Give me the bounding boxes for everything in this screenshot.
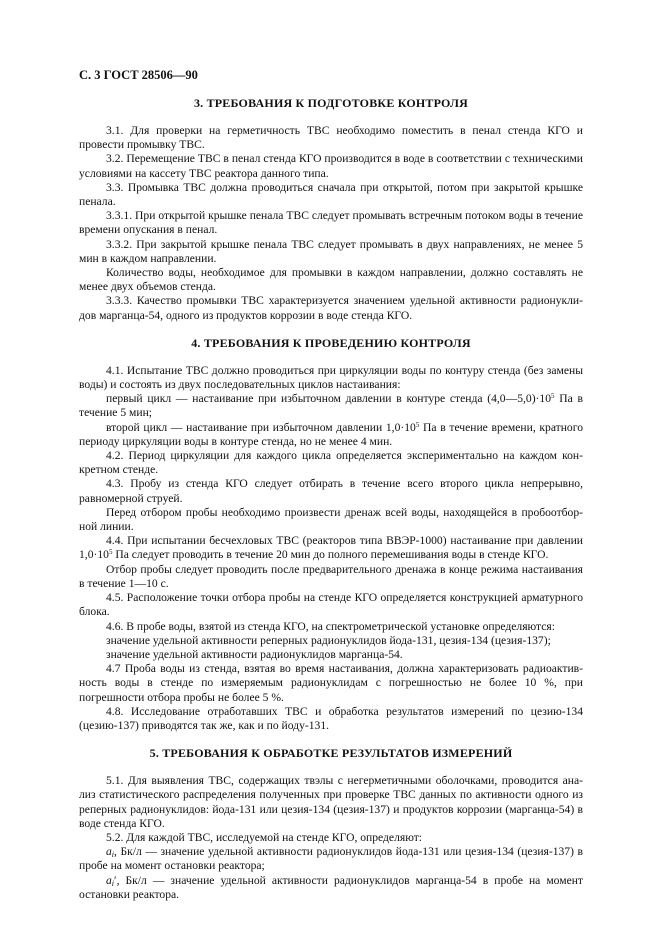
paragraph-5-1: 5.1. Для выявления ТВС, содержащих твэлы с негерметичными оболочками, проводится ана-лиз статистического распределения полученных при проверке ТВС данных по активности одного из реперных радионуклидов: йода-131 или цезия-134 (цезия-137) и продуктов коррозии (марганца-54) в воде стенда КГО.: [79, 774, 583, 830]
paragraph-drainage: Перед отбором пробы необходимо произвести дренаж всей воды, находящейся в пробоотбор-ной линии.: [79, 505, 583, 534]
paragraph-4-6: 4.6. В пробе воды, взятой из стенда КГО, на спектрометрической установке определяются:: [106, 619, 555, 633]
paragraph-3-3: 3.3. Промывка ТВС должна проводиться сначала при открытой, потом при закрытой крышке пенала.: [79, 180, 583, 209]
paragraph-4-8: 4.8. Исследование отработавших ТВС и обработка результатов измерений по цезию-134 (цезию-137) приводятся так же, как и по йоду-131.: [79, 704, 583, 732]
paragraph-3-3-3: 3.3.3. Качество промывки ТВС характеризуется значением удельной активности радионукли-дов марганца-54, одного из продуктов коррозии в воде стенда КГО.: [79, 294, 583, 322]
paragraph-ai-prime-definition: $a_i'$, Бк/л — значение удельной активности радионуклидов марганца-54 в пробе на момент остановки реактора.: [79, 873, 583, 901]
section-3-title: 3. ТРЕБОВАНИЯ К ПОДГОТОВКЕ КОНТРОЛЯ: [193, 96, 469, 110]
paragraph-4-1: 4.1. Испытание ТВС должно проводиться при циркуляции воды по контуру стенда (без замены воды) и состоять из двух последовательных циклов настаивания:: [79, 363, 583, 392]
paragraph-manganese-activity: значение удельной активности радионуклидов марганца-54.: [106, 647, 403, 661]
paragraph-4-5: 4.5. Расположение точки отбора пробы на стенде КГО определяется конструкцией арматурного блока.: [79, 591, 583, 619]
paragraph-3-3-2: 3.3.2. При закрытой крышке пенала ТВС следует промывать в двух направлениях, не менее 5 мин в каждом направлении.: [79, 237, 583, 265]
paragraph-5-2: 5.2. Для каждой ТВС, исследуемой на стенде КГО, определяют:: [106, 830, 422, 844]
paragraph-water-volume: Количество воды, необходимое для промывки в каждом направлении, должно составлять не менее двух объемов стенда.: [79, 266, 583, 294]
paragraph-ai-definition: $a_i$, Бк/л — значение удельной активности радионуклидов йода-131 или цезия-134 (цезия-137) в пробе на момент остановки реактора;: [79, 845, 583, 873]
section-5-title: 5. ТРЕБОВАНИЯ К ОБРАБОТКЕ РЕЗУЛЬТАТОВ ИЗМЕРЕНИЙ: [149, 746, 513, 761]
paragraph-3-3-1: 3.3.1. При открытой крышке пенала ТВС следует промывать встречным потоком воды в течение времени опускания в пенал.: [79, 209, 583, 237]
document-body: [79, 96, 583, 902]
paragraph-3-1: 3.1. Для проверки на герметичность ТВС необходимо поместить в пенал стенда КГО и провести промывку ТВС.: [79, 124, 583, 152]
section-4-title: 4. ТРЕБОВАНИЯ К ПРОВЕДЕНИЮ КОНТРОЛЯ: [191, 335, 471, 350]
paragraph-4-3: 4.3. Пробу из стенда КГО следует отбирать в течение всего второго цикла непрерывно, равномерной струей.: [79, 477, 583, 505]
paragraph-sampling: Отбор пробы следует проводить после предварительного дренажа в конце режима настаивания в течение 1—10 с.: [79, 562, 583, 590]
running-header: С. 3 ГОСТ 28506—90: [79, 68, 198, 82]
paragraph-second-cycle: второй цикл — настаивание при избыточном давлении $1,0\cdot 10^5$ Па в течение времени, кратного периоду циркуляции воды в контуре стенда, но не менее 4 мин.: [79, 420, 583, 448]
paragraph-3-2: 3.2. Перемещение ТВС в пенал стенда КГО производится в воде в соответствии с техническими условиями на кассету ТВС реактора данного типа.: [79, 152, 583, 180]
paragraph-first-cycle: первый цикл — настаивание при избыточном давлении в контуре стенда $(4,0—5,0)\cdot 10^5$ Па в течение 5 мин;: [79, 392, 583, 420]
paragraph-4-4: 4.4. При испытании бесчехловых ТВС (реакторов типа ВВЭР-1000) настаивание при давлении $1,0\cdot 10^5$ Па следует проводить в течение 20 мин до полного перемешивания воды в стенде КГО.: [79, 534, 583, 562]
paragraph-4-7: 4.7 Проба воды из стенда, взятая во время настаивания, должна характеризовать радиоактив-ность воды в стенде по измеряемым радионуклидам с погрешностью не более 10 %, при погрешности отбора пробы не более 5 %.: [79, 662, 583, 704]
paragraph-4-2: 4.2. Период циркуляции для каждого цикла определяется экспериментально на каждом кон-кретном стенде.: [79, 449, 583, 477]
paragraph-reper-activity: значение удельной активности реперных радионуклидов йода-131, цезия-134 (цезия-137);: [106, 633, 551, 647]
